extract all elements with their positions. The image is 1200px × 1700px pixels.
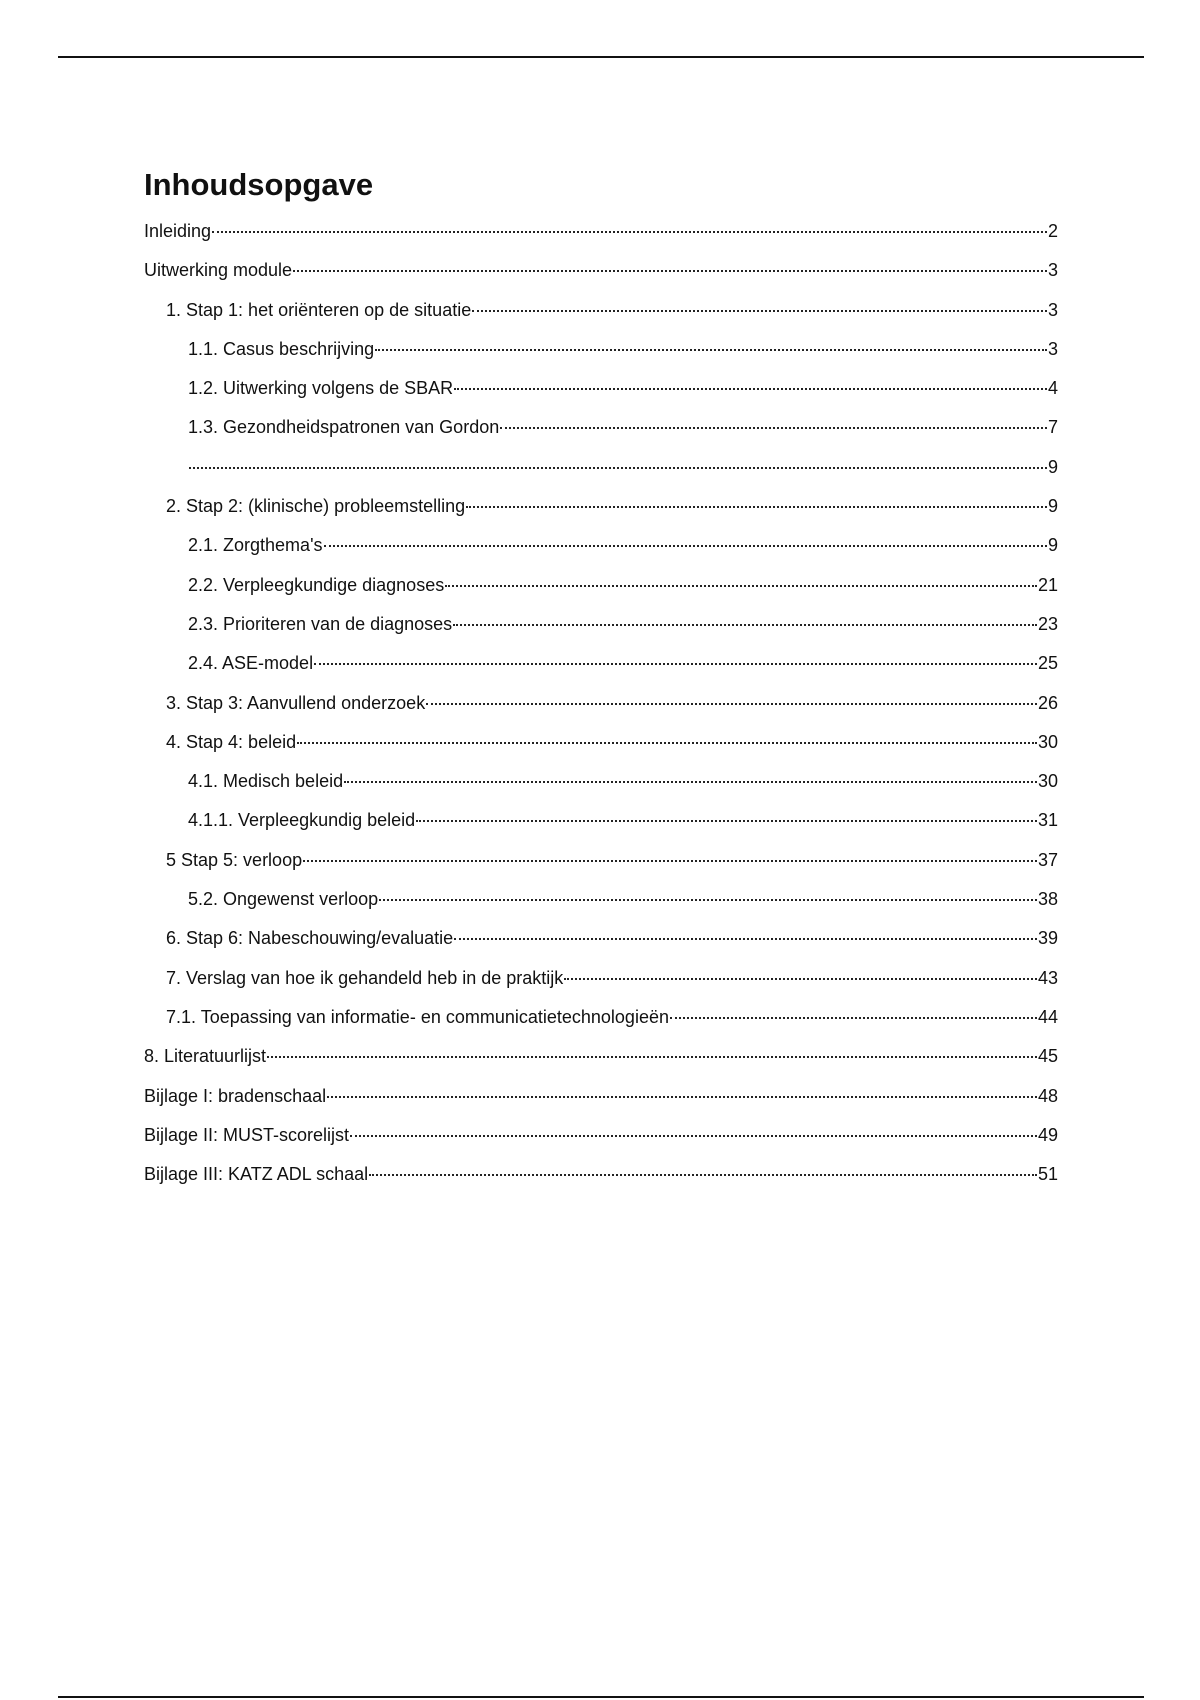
toc-entry-page-number: 3	[1047, 260, 1058, 281]
toc-entry-label: 7. Verslag van hoe ik gehandeld heb in de praktijk	[166, 967, 564, 988]
toc-entry-page-number: 21	[1037, 574, 1058, 595]
toc-entry-label: Uitwerking module	[144, 260, 293, 281]
toc-dot-leader	[472, 310, 1047, 312]
toc-dot-leader	[453, 624, 1037, 626]
toc-dot-leader	[500, 427, 1047, 429]
toc-dot-leader	[454, 938, 1037, 940]
toc-entry[interactable]	[144, 652, 1058, 691]
toc-entry-page-number: 48	[1037, 1085, 1058, 1106]
toc-entry[interactable]	[144, 456, 1058, 495]
toc-entry-label: Bijlage III: KATZ ADL schaal	[144, 1164, 369, 1185]
toc-entry-page-number: 44	[1037, 1006, 1058, 1027]
toc-entry[interactable]	[144, 849, 1058, 888]
toc-entry-page-number: 31	[1037, 810, 1058, 831]
toc-entry-label: 2. Stap 2: (klinische) probleemstelling	[166, 496, 466, 517]
toc-dot-leader	[375, 349, 1047, 351]
toc-entry-label: 4.1.1. Verpleegkundig beleid	[188, 810, 416, 831]
toc-entry-page-number: 38	[1037, 889, 1058, 910]
toc-dot-leader	[344, 781, 1037, 783]
toc-entry-page-number: 3	[1047, 338, 1058, 359]
toc-dot-leader	[350, 1135, 1037, 1137]
toc-entry-label: 5 Stap 5: verloop	[166, 849, 303, 870]
toc-entry[interactable]	[144, 613, 1058, 652]
toc-entry-label: 5.2. Ongewenst verloop	[188, 889, 379, 910]
toc-entry[interactable]	[144, 299, 1058, 338]
toc-entry-label: 1.2. Uitwerking volgens de SBAR	[188, 378, 454, 399]
toc-entry-label: 2.2. Verpleegkundige diagnoses	[188, 574, 445, 595]
toc-entry-label: Inleiding	[144, 221, 212, 241]
toc-entry-page-number: 45	[1037, 1046, 1058, 1067]
toc-dot-leader	[324, 545, 1047, 547]
toc-entry-label: 1. Stap 1: het oriënteren op de situatie	[166, 299, 472, 320]
header-rule	[58, 56, 1144, 58]
toc-dot-leader	[189, 467, 1047, 469]
toc-entry-page-number: 49	[1037, 1124, 1058, 1145]
toc-dot-leader	[369, 1174, 1037, 1176]
toc-entry[interactable]	[144, 1045, 1058, 1084]
toc-dot-leader	[212, 231, 1047, 233]
toc-entry[interactable]	[144, 574, 1058, 613]
toc-entry-label: 4. Stap 4: beleid	[166, 731, 297, 752]
toc-entry-page-number: 2	[1047, 221, 1058, 241]
toc-entry-page-number: 39	[1037, 928, 1058, 949]
toc-entry[interactable]	[144, 416, 1058, 455]
toc-entry[interactable]	[144, 220, 1058, 259]
toc-entry-label: 1.1. Casus beschrijving	[188, 338, 375, 359]
toc-entry[interactable]	[144, 770, 1058, 809]
toc-entry[interactable]	[144, 1085, 1058, 1124]
toc-entry[interactable]	[144, 731, 1058, 770]
toc-entry-label: 4.1. Medisch beleid	[188, 771, 344, 792]
toc-entry-page-number: 25	[1037, 653, 1058, 674]
toc-dot-leader	[454, 388, 1047, 390]
toc-entry-label: 7.1. Toepassing van informatie- en communicatietechnologieën	[166, 1006, 669, 1027]
toc-entry-page-number: 9	[1047, 496, 1058, 517]
toc-dot-leader	[426, 703, 1037, 705]
page-title: Inhoudsopgave	[144, 167, 374, 202]
toc-dot-leader	[670, 1017, 1037, 1019]
toc-entry[interactable]	[144, 967, 1058, 1006]
toc-entry[interactable]	[144, 259, 1058, 298]
toc-entry-label: 6. Stap 6: Nabeschouwing/evaluatie	[166, 928, 454, 949]
toc-entry[interactable]	[144, 338, 1058, 377]
table-of-contents	[144, 162, 1058, 1202]
toc-entry-page-number: 9	[1047, 456, 1058, 477]
toc-entry-label: 2.4. ASE-model	[188, 653, 314, 674]
toc-entry-page-number: 4	[1047, 378, 1058, 399]
toc-entry-page-number: 3	[1047, 299, 1058, 320]
toc-dot-leader	[303, 860, 1037, 862]
toc-dot-leader	[327, 1096, 1037, 1098]
toc-entry[interactable]	[144, 927, 1058, 966]
toc-list	[144, 220, 1058, 1202]
toc-entry[interactable]	[144, 534, 1058, 573]
toc-entry[interactable]	[144, 1006, 1058, 1045]
footer-rule	[58, 1696, 1144, 1698]
toc-dot-leader	[564, 978, 1037, 980]
toc-dot-leader	[314, 663, 1037, 665]
toc-entry-label: 2.3. Prioriteren van de diagnoses	[188, 613, 453, 634]
toc-entry-page-number: 51	[1037, 1164, 1058, 1185]
toc-entry[interactable]	[144, 888, 1058, 927]
toc-dot-leader	[445, 585, 1037, 587]
toc-entry-label: 2.1. Zorgthema's	[188, 535, 323, 556]
toc-entry-label: Bijlage II: MUST-scorelijst	[144, 1124, 350, 1145]
toc-dot-leader	[379, 899, 1037, 901]
toc-entry-page-number: 7	[1047, 417, 1058, 438]
toc-dot-leader	[267, 1056, 1037, 1058]
toc-dot-leader	[293, 270, 1047, 272]
toc-entry-label: 8. Literatuurlijst	[144, 1046, 267, 1067]
toc-entry[interactable]	[144, 495, 1058, 534]
toc-entry[interactable]	[144, 377, 1058, 416]
toc-entry-page-number: 23	[1037, 613, 1058, 634]
toc-entry[interactable]	[144, 1124, 1058, 1163]
toc-entry[interactable]	[144, 809, 1058, 848]
toc-entry-page-number: 26	[1037, 692, 1058, 713]
toc-dot-leader	[416, 820, 1037, 822]
toc-dot-leader	[297, 742, 1037, 744]
toc-entry-label: 1.3. Gezondheidspatronen van Gordon	[188, 417, 500, 438]
toc-entry[interactable]	[144, 692, 1058, 731]
toc-entry-page-number: 9	[1047, 535, 1058, 556]
toc-entry-page-number: 37	[1037, 849, 1058, 870]
toc-dot-leader	[466, 506, 1047, 508]
toc-entry-page-number: 30	[1037, 771, 1058, 792]
toc-entry-label: 3. Stap 3: Aanvullend onderzoek	[166, 692, 426, 713]
toc-entry-page-number: 43	[1037, 967, 1058, 988]
toc-entry-label: Bijlage I: bradenschaal	[144, 1085, 327, 1106]
toc-entry-page-number: 30	[1037, 731, 1058, 752]
toc-entry[interactable]	[144, 1163, 1058, 1202]
